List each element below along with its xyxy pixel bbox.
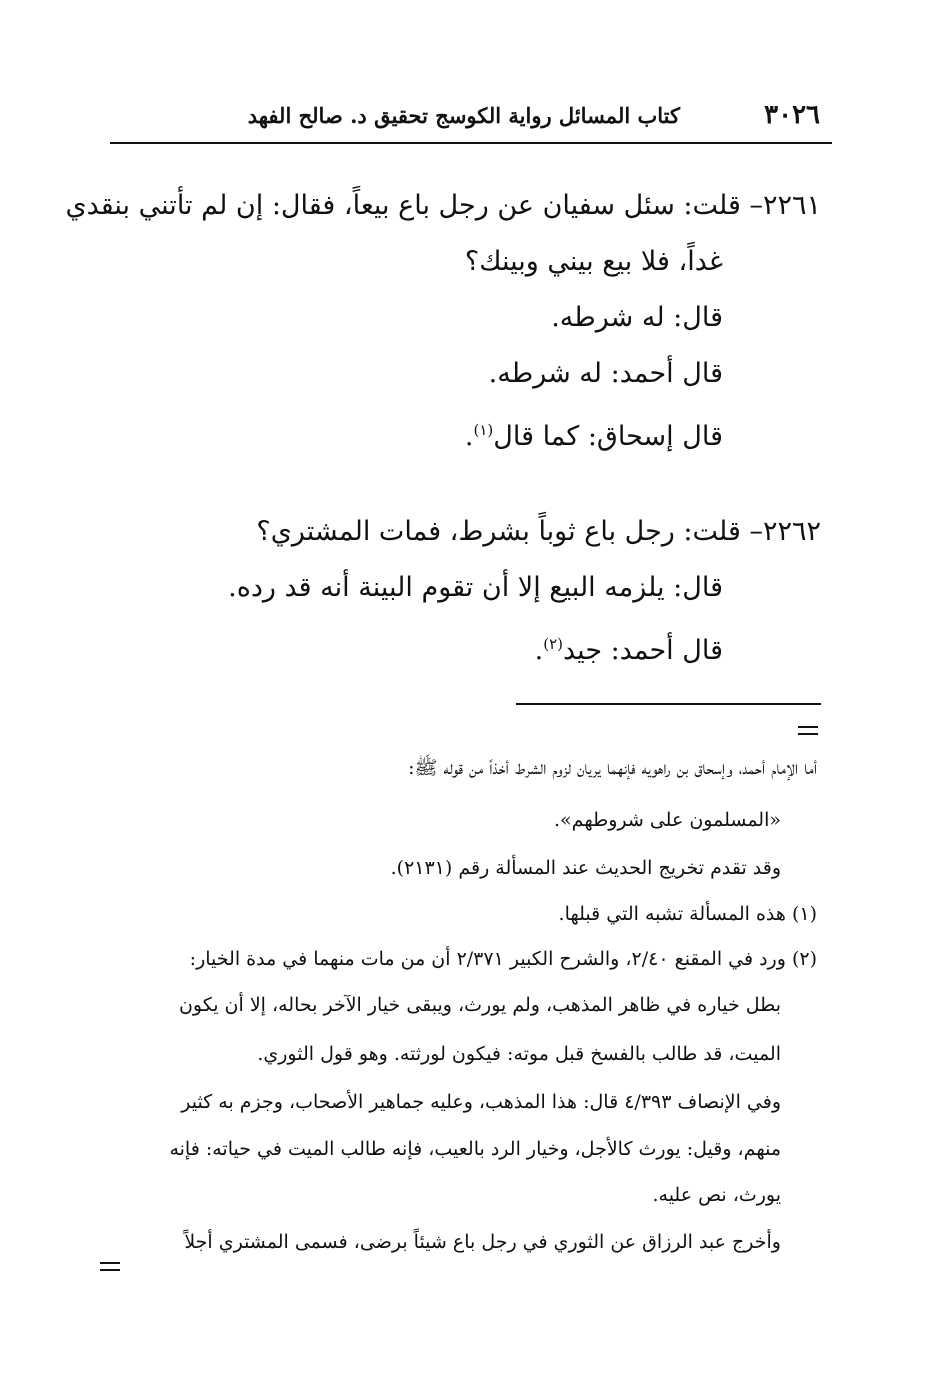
footnote-line: منهم، وقيل: يورث كالأجل، وخيار الرد بالعيب، فإنه طالب الميت في حياته: فإنه <box>169 1138 781 1160</box>
footnote-line: (٢) ورد في المقنع ٢/٤٠، والشرح الكبير ٢/٣٧١ أن من مات منهما في مدة الخيار: <box>189 948 817 970</box>
page-header <box>110 100 832 136</box>
question-2261-line-4: قال أحمد: له شرطه. <box>488 358 723 389</box>
footnote-line: وأخرج عبد الرزاق عن الثوري في رجل باع شيئاً برضى، فسمى المشتري أجلاً <box>184 1231 781 1253</box>
footnote-line: بطل خياره في ظاهر المذهب، ولم يورث، ويبقى خيار الآخر بحاله، إلا أن يكون <box>178 994 781 1016</box>
continuation-mark <box>798 726 818 735</box>
header-rule <box>110 142 832 144</box>
footnote-line: وفي الإنصاف ٤/٣٩٣ قال: هذا المذهب، وعليه جماهير الأصحاب، وجزم به كثير <box>181 1091 781 1113</box>
footnote-line: أما الإمام أحمد، وإسحاق بن راهويه فإنهما يريان لزوم الشرط أخذاً من قوله ﷺ: <box>408 757 817 779</box>
footnote-line: (١) هذه المسألة تشبه التي قبلها. <box>558 903 817 925</box>
question-2262-line-3: قال أحمد: جيد$^{(٢)}$. <box>534 635 723 666</box>
footnote-line: وقد تقدم تخريج الحديث عند المسألة رقم (٢١٣١). <box>390 857 781 879</box>
question-2261-line-5: قال إسحاق: كما قال$^{(١)}$. <box>464 421 723 452</box>
continuation-mark <box>100 1262 120 1271</box>
question-2261-line-1: ٢٢٦١– قلت: سئل سفيان عن رجل باع بيعاً، فقال: إن لم تأتني بنقدي <box>65 190 821 221</box>
footnote-line: يورث، نص عليه. <box>652 1184 781 1206</box>
footnote-line: الميت، قد طالب بالفسخ قبل موته: فيكون لورثته. وهو قول الثوري. <box>257 1043 781 1065</box>
footnote-ref: (٢) <box>543 635 563 653</box>
question-number: ٢٢٦١– <box>740 190 821 221</box>
book-title: كتاب المسائل رواية الكوسج تحقيق د. صالح الفهد <box>247 103 680 128</box>
footnote-separator <box>516 703 821 705</box>
question-number: ٢٢٦٢– <box>740 516 821 547</box>
question-2261-line-2: غداً، فلا بيع بيني وبينك؟ <box>464 246 723 277</box>
footnote-ref: (١) <box>473 421 494 439</box>
footnote-line: «المسلمون على شروطهم». <box>554 809 781 831</box>
question-2262-line-1: ٢٢٦٢– قلت: رجل باع ثوباً بشرط، فمات المشتري؟ <box>256 516 821 547</box>
question-2261-line-3: قال: له شرطه. <box>551 302 723 333</box>
question-2262-line-2: قال: يلزمه البيع إلا أن تقوم البينة أنه قد رده. <box>228 572 723 603</box>
page-number: ٣٠٢٦ <box>764 100 820 130</box>
